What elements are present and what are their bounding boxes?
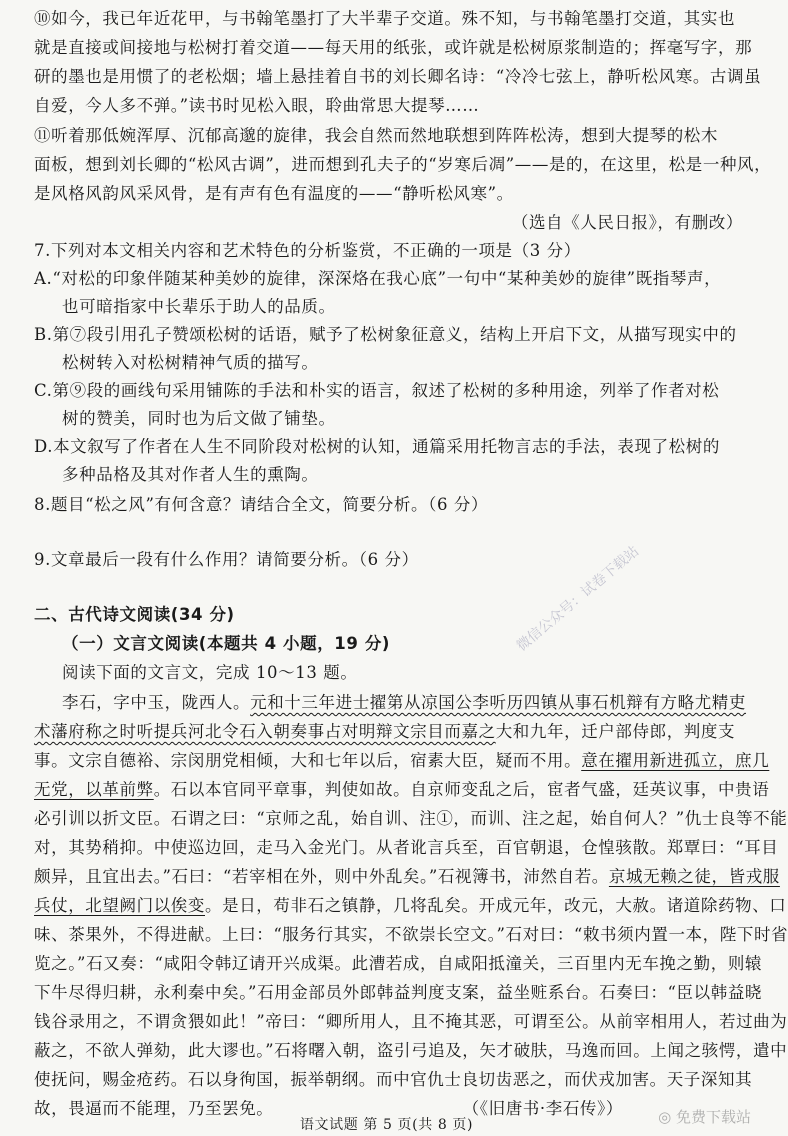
q7-option-c-line-2: 树的赞美，同时也为后文做了铺垫。 <box>62 409 336 428</box>
classical-line-11: 下牛尽得归耕，永利秦中矣。”石用金部员外郎韩益判度支案，益坐赃系台。石奏曰：“臣以韩益晓 <box>34 983 763 1002</box>
classical-line-12: 钱谷录用之，不谓贪猥如此！”帝曰：“卿所用人，且不掩其恶，可谓至公。从前宰相用人，若过曲为 <box>34 1012 788 1031</box>
classical-line-1 <box>62 692 749 714</box>
para10-line-4: 自爱，今人多不弹。”读书时见松入眼，聆曲常思大提琴…… <box>34 96 480 115</box>
section-title: 二、古代诗文阅读(34 分) <box>34 605 235 624</box>
classical-line-2 <box>34 721 749 743</box>
classical-line-3 <box>34 750 770 772</box>
underlined-sentence: 意在擢用新进孤立，庶几 <box>581 751 770 770</box>
classical-text: 。石以本官同平章事，判使如故。自京师变乱之后，宦者气盛，廷英议事，中贵语 <box>153 780 770 799</box>
classical-text: 。是日，苟非石之镇静，几将乱矣。开成元年，改元，大赦。诸道除药物、口 <box>205 896 787 915</box>
classical-line-10: 览之。”石又奏：“咸阳令韩辽请开兴成渠。此漕若成，自咸阳抵潼关，三百里内无车挽之勤，则辕 <box>34 954 763 973</box>
para11-line-1: ⑪听着那低婉浑厚、沉郁高邈的旋律，我会自然而然地联想到阵阵松涛，想到大提琴的松木 <box>34 126 718 145</box>
q9-stem: 9.文章最后一段有什么作用？请简要分析。（6 分） <box>34 550 419 569</box>
classical-text: 大和九年，迁户部侍郎，判度支 <box>495 722 736 741</box>
q7-option-b-line-1: B.第⑦段引用孔子赞颂松树的话语，赋予了松树象征意义，结构上开启下文，从描写现实中的 <box>34 325 737 344</box>
q7-option-d-line-2: 多种品格及其对作者人生的熏陶。 <box>62 465 319 484</box>
q7-option-a-line-1: A.“对松的印象伴随某种美妙的旋律，深深烙在我心底”一句中“某种美妙的旋律”既指琴声， <box>34 269 722 288</box>
classical-line-6: 对，其势稍抑。中使巡边回，走马入金光门。从者讹言兵至，百官朝退，仓惶骇散。郑覃曰：“耳目 <box>34 838 779 857</box>
para10-line-2: 就是直接或间接地与松树打着交道——每天用的纸张，或许就是松树原浆制造的；挥毫写字，那 <box>34 38 753 57</box>
classical-text: 颇异，且宜出去。”石曰：“若宰相在外，则中外乱矣。”石视簿书，沛然自若。 <box>34 867 609 886</box>
para10-line-1: ⑩如今，我已年近花甲，与书翰笔墨打了大半辈子交道。殊不知，与书翰笔墨打交道，其实也 <box>34 9 736 28</box>
watermark-bottom <box>658 1106 751 1127</box>
instruction: 阅读下面的文言文，完成 10～13 题。 <box>62 663 358 682</box>
underlined-sentence: 兵仗，北望阙门以俟变 <box>34 896 205 915</box>
classical-line-9: 味、茶果外，不得进献。上曰：“服务行其实，不欲崇长空文。”石对曰：“敕书须内置一本，陛下时省 <box>34 925 788 944</box>
q7-option-c-line-1: C.第⑨段的画线句采用铺陈的手法和朴实的语言，叙述了松树的多种用途，列举了作者对松 <box>34 381 720 400</box>
underlined-sentence: 无党，以革前弊 <box>34 780 154 799</box>
classical-source: （《旧唐书·李石传》） <box>462 1099 623 1118</box>
classical-line-8 <box>34 895 787 917</box>
watermark-diagonal: 微信公众号：试卷下载站 <box>513 543 643 655</box>
q7-option-a-line-2: 也可暗指家中长辈乐于助人的品质。 <box>62 297 336 316</box>
article-source: （选自《人民日报》，有删改） <box>511 213 743 232</box>
underlined-sentence: 京城无赖之徒，皆戎服 <box>608 867 780 886</box>
q7-option-d-line-1: D.本文叙写了作者在人生不同阶段对松树的认知，通篇采用托物言志的手法，表现了松树的 <box>34 437 720 456</box>
watermark-bottom-text: 免费下载站 <box>675 1108 751 1126</box>
para10-line-3: 研的墨也是用惯了的老松烟；墙上悬挂着自书的刘长卿名诗：“冷冷七弦上，静听松风寒。古调虽 <box>34 67 762 86</box>
para11-line-2: 面板，想到刘长卿的“松风古调”，进而想到孔夫子的“岁寒后凋”——是的，在这里，松是一种风， <box>34 155 772 174</box>
page-footer: 语文试题 第 5 页(共 8 页) <box>299 1117 474 1133</box>
classical-text: 事。文宗自德裕、宗闵朋党相倾，大和七年以后，宿素大臣，疑而不用。 <box>34 751 582 770</box>
wavy-underlined-text: 元和十三年进士擢第从凉国公李听历四镇从事石机辩有方略尤精吏 <box>250 693 747 712</box>
classical-line-5: 必引训以折文臣。石谓之曰：“京师之乱，始自训、注①，而训、注之起，始自何人？”仇士良等不能 <box>34 809 788 828</box>
subsection-title: （一）文言文阅读(本题共 4 小题，19 分) <box>62 634 391 653</box>
classical-line-4 <box>34 779 770 801</box>
q8-stem: 8.题目“松之风”有何含意？请结合全文，简要分析。（6 分） <box>34 495 489 514</box>
q7-option-b-line-2: 松树转入对松树精神气质的描写。 <box>62 353 319 372</box>
q7-stem: 7.下列对本文相关内容和艺术特色的分析鉴赏，不正确的一项是（3 分） <box>34 241 581 260</box>
classical-line-14: 使抚问，赐金疮药。石以身徇国，振举朝纲。而中官仇士良切齿恶之，而伏戎加害。天子深知其 <box>34 1070 753 1089</box>
classical-line-13: 蔽之，不欲人弹劾，此大谬也。”石将曙入朝，盗引弓追及，矢才破肤，马逸而回。上闻之骇愕，遣中 <box>34 1041 788 1060</box>
classical-line-7 <box>34 866 780 888</box>
wavy-underlined-text: 术藩府称之时听提兵河北令石入朝奏事占对明辩文宗目而嘉之 <box>34 722 496 741</box>
classical-text: 李石，字中玉，陇西人。 <box>62 693 251 712</box>
para11-line-3: 是风格风韵风采风骨，是有声有色有温度的——“静听松风寒”。 <box>34 184 514 203</box>
wechat-icon: ◎ <box>658 1108 676 1126</box>
classical-line-15: 故，畏逼而不能理，乃至罢免。 <box>34 1099 274 1118</box>
